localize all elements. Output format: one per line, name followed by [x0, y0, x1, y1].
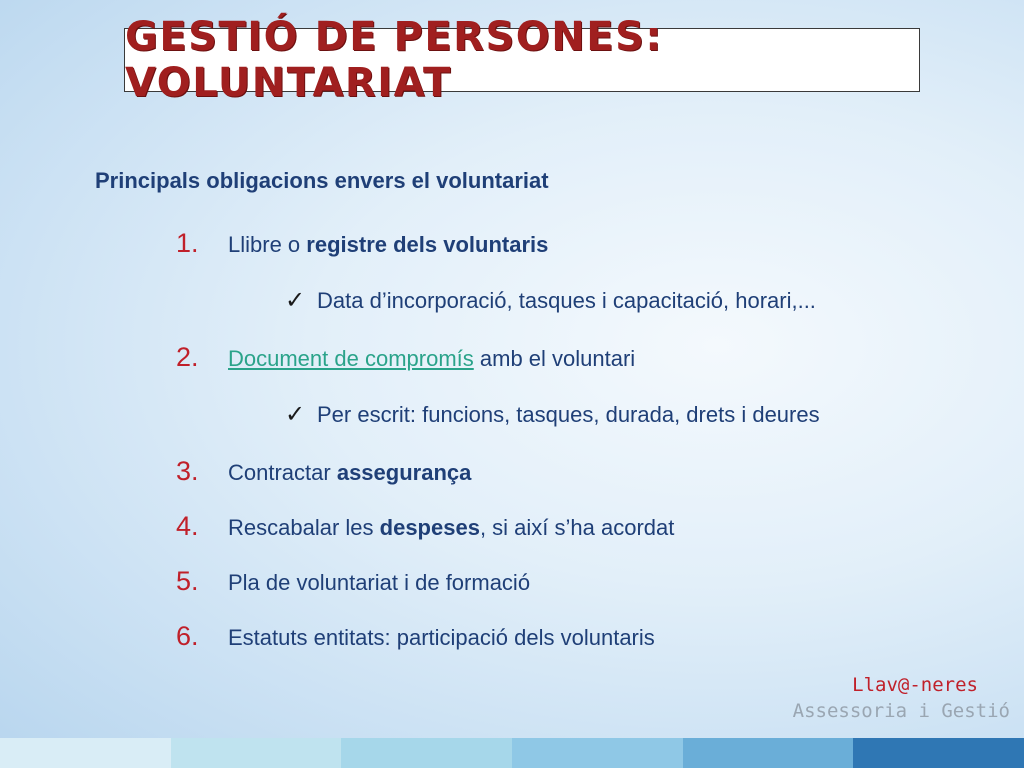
item-bold-text: despeses	[379, 515, 480, 540]
footer-segment	[512, 738, 683, 768]
item-number: 1.	[176, 228, 199, 258]
sub-item-text: Data d’incorporació, tasques i capacitació, horari,...	[317, 288, 816, 313]
item-text: Estatuts entitats: participació dels voluntaris	[228, 625, 655, 650]
title-box	[124, 14, 920, 106]
item-bold-text: registre dels voluntaris	[306, 232, 549, 257]
footer-segment	[683, 738, 854, 768]
item-number: 2.	[176, 342, 199, 372]
logo-name: Llav@-neres	[852, 674, 978, 696]
item-number: 3.	[176, 456, 199, 486]
sub-list-item	[285, 286, 816, 315]
checkmark-icon: ✓	[285, 401, 306, 428]
list-item	[176, 228, 548, 259]
item-text: Rescabalar les	[228, 515, 380, 540]
item-text: Contractar	[228, 460, 337, 485]
list-item	[176, 511, 674, 542]
list-item	[176, 342, 635, 373]
logo-tagline: Assessoria i Gestió	[792, 700, 1010, 722]
list-item	[176, 456, 471, 487]
list-item	[176, 566, 530, 597]
page-title: GESTIÓ DE PERSONES: VOLUNTARIAT	[125, 14, 663, 106]
sub-list-item	[285, 400, 820, 429]
list-item	[176, 621, 655, 652]
item-number: 6.	[176, 621, 199, 651]
document-compromis-link[interactable]: Document de compromís	[228, 346, 474, 371]
sub-item-text: Per escrit: funcions, tasques, durada, drets i deures	[317, 402, 820, 427]
item-text-suffix: , si així s’ha acordat	[479, 515, 675, 540]
item-number: 4.	[176, 511, 199, 541]
item-text: amb el voluntari	[473, 346, 636, 371]
item-number: 5.	[176, 566, 199, 596]
footer-segment	[853, 738, 1024, 768]
item-text: Llibre o	[228, 232, 307, 257]
footer-segment	[0, 738, 171, 768]
item-text: Pla de voluntariat i de formació	[228, 570, 531, 595]
footer-color-bar	[0, 738, 1024, 768]
item-bold-text: assegurança	[336, 460, 472, 485]
checkmark-icon: ✓	[285, 287, 306, 314]
section-subtitle: Principals obligacions envers el voluntariat	[95, 168, 549, 193]
footer-segment	[171, 738, 342, 768]
footer-segment	[341, 738, 512, 768]
